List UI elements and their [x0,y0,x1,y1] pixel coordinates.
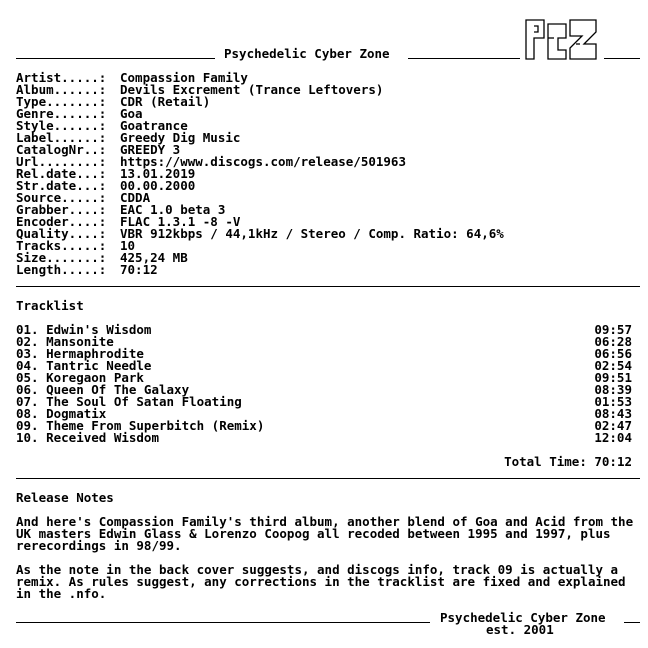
info-key: Genre......: [16,106,107,121]
info-key: Quality....: [16,226,107,241]
track-duration: 06:28 [594,334,632,349]
tracklist-heading: Tracklist [16,298,84,313]
info-value: EAC 1.0 beta 3 [120,202,226,217]
info-value: https://www.discogs.com/release/501963 [120,154,406,169]
track-title: 01. Edwin's Wisdom [16,322,152,337]
track-title: 07. The Soul Of Satan Floating [16,394,242,409]
track-duration: 06:56 [594,346,632,361]
track-duration: 09:51 [594,370,632,385]
track-title: 05. Koregaon Park [16,370,144,385]
info-row [16,264,158,276]
header-rule-left [16,58,215,59]
header-rule-right [408,58,520,59]
release-notes-heading: Release Notes [16,490,114,505]
info-key: Rel.date...: [16,166,107,181]
release-notes-paragraph-2: As the note in the back cover suggests, and discogs info, track 09 is actually a remix. As rules suggest, any corrections in the tracklist are fixed and explained in the .nfo. [16,562,626,601]
info-value: 10 [120,238,136,253]
info-value: Goa [120,106,143,121]
info-value: Greedy Dig Music [120,130,241,145]
info-key: Tracks.....: [16,238,107,253]
track-title: 08. Dogmatix [16,406,107,421]
track-duration: 01:53 [594,394,632,409]
info-key: Source.....: [16,190,107,205]
total-time: Total Time: 70:12 [504,454,632,469]
header-title: Psychedelic Cyber Zone [224,46,390,61]
info-key: Grabber....: [16,202,107,217]
info-key: Type.......: [16,94,107,109]
info-key: CatalogNr..: [16,142,107,157]
info-key: Album......: [16,82,107,97]
info-value: Goatrance [120,118,188,133]
track-title: 06. Queen Of The Galaxy [16,382,190,397]
footer-rule-right [624,622,640,623]
info-key: Style......: [16,118,107,133]
section-rule-2 [16,478,640,479]
info-key: Size.......: [16,250,107,265]
info-value: 13.01.2019 [120,166,196,181]
info-value: CDR (Retail) [120,94,211,109]
info-value: VBR 912kbps / 44,1kHz / Stereo / Comp. Ratio: 64,6% [120,226,504,241]
section-rule-1 [16,286,640,287]
info-key: Encoder....: [16,214,107,229]
info-value: GREEDY 3 [120,142,181,157]
info-value: 70:12 [120,262,158,277]
info-value: FLAC 1.3.1 -8 -V [120,214,241,229]
info-key: Length.....: [16,262,107,277]
track-title: 02. Mansonite [16,334,114,349]
track-duration: 12:04 [594,430,632,445]
track-duration: 02:54 [594,358,632,373]
info-key: Url........: [16,154,107,169]
info-key: Label......: [16,130,107,145]
track-title: 04. Tantric Needle [16,358,152,373]
footer-rule-left [16,622,430,623]
track-duration: 08:43 [594,406,632,421]
info-value: 00.00.2000 [120,178,196,193]
footer-title: Psychedelic Cyber Zone [440,610,606,625]
track-duration: 09:57 [594,322,632,337]
release-notes-paragraph-1: And here's Compassion Family's third album, another blend of Goa and Acid from the UK masters Edwin Glass & Lorenzo Coopog all recoded between 1995 and 1997, plus rerecordings in 98/99. [16,514,634,553]
track-title: 03. Hermaphrodite [16,346,144,361]
track-duration: 08:39 [594,382,632,397]
footer-est: est. 2001 [486,622,554,637]
pcz-logo-glyphs [524,18,600,60]
info-value: Devils Excrement (Trance Leftovers) [120,82,384,97]
pcz-logo [524,18,600,60]
header-rule-end [604,58,640,59]
info-key: Str.date...: [16,178,107,193]
track-title: 10. Received Wisdom [16,430,159,445]
track-duration: 02:47 [594,418,632,433]
info-value: 425,24 MB [120,250,188,265]
info-value: CDDA [120,190,151,205]
info-value: Compassion Family [120,70,248,85]
track-title: 09. Theme From Superbitch (Remix) [16,418,265,433]
info-key: Artist.....: [16,70,107,85]
